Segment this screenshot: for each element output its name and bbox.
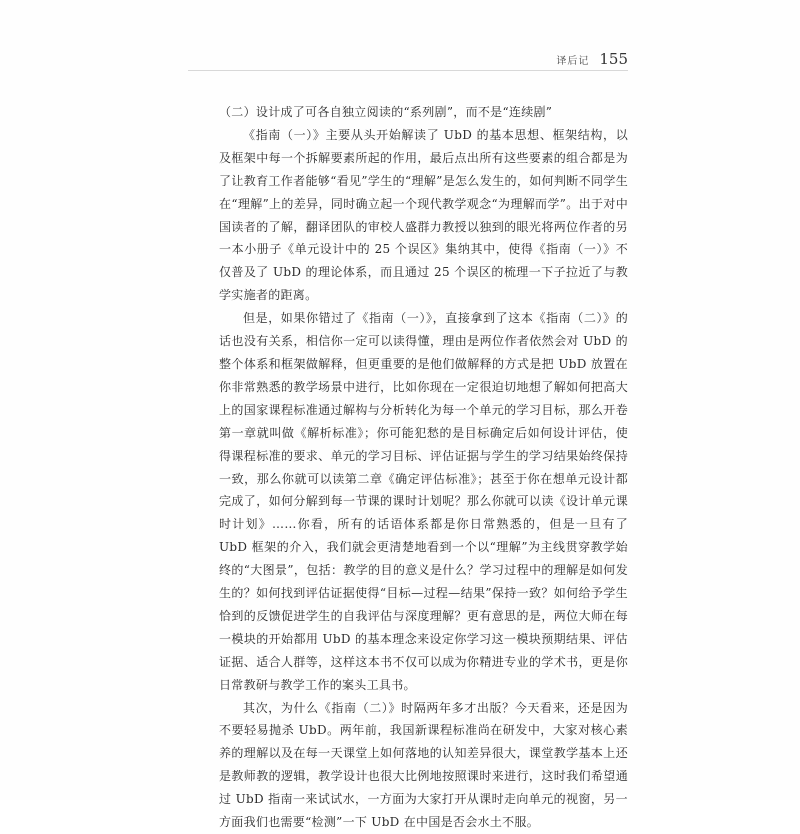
header-rule	[188, 70, 628, 71]
section-heading: （二）设计成了可各自独立阅读的“系列剧”，而不是“连续剧”	[219, 105, 553, 119]
running-title: 译后记	[556, 56, 590, 67]
paragraph: 其次，为什么《指南（二）》时隔两年多才出版？今天看来，还是因为不要轻易抛杀 UbD。两年前，我国新课程标准尚在研发中，大家对核心素养的理解以及在每一天课堂上如何落地的认知差异很大，课堂教学基本上还是教师教的逻辑，教学设计也很大比例地按照课时来进行，这时我们希望通过 UbD 指南一来试试水，一方面为大家打开从课时走向单元的视窗，另一方面我们也需要“检测”一下 UbD 在中国是否会水土不服。	[219, 700, 628, 830]
paragraph: 但是，如果你错过了《指南（一）》，直接拿到了这本《指南（二）》的话也没有关系，相信你一定可以读得懂，理由是两位作者依然会对 UbD 的整个体系和框架做解释，但更重要的是他们做解释的方式是把 UbD 放置在你非常熟悉的教学场景中进行，比如你现在一定很迫切地想了解如何把高大上的国家课程标准通过解构与分析转化为每一个单元的学习目标，那么开卷第一章就叫做《解析标准》；你可能犯愁的是目标确定后如何设计评估，使得课程标准的要求、单元的学习目标、评估证据与学生的学习结果始终保持一致，那么你就可以读第二章《确定评估标准》；甚至于你在想单元设计都完成了，如何分解到每一节课的课时计划呢？那么你就可以读《设计单元课时计划》……你看，所有的话语体系都是你日常熟悉的，但是一旦有了 UbD 框架的介入，我们就会更清楚地看到一个以“理解”为主线贯穿教学始终的“大图景”，包括：教学的目的意义是什么？学习过程中的理解是如何发生的？如何找到评估证据使得“目标—过程—结果”保持一致？如何给予学生恰到的反馈促进学生的自我评估与深度理解？更有意思的是，两位大师在每一模块的开始都用 UbD 的基本理念来设定你学习这一模块预期结果、评估证据、适合人群等，这样这本书不仅可以成为你精进专业的学术书，更是你日常教研与教学工作的案头工具书。	[219, 311, 628, 692]
paragraph: 《指南（一）》主要从头开始解读了 UbD 的基本思想、框架结构，以及框架中每一个拆解要素所起的作用，最后点出所有这些要素的组合都是为了让教育工作者能够“看见”学生的“理解”是怎么发生的，如何判断不同学生在“理解”上的差异，同时确立起一个现代教学观念“为理解而学”。出于对中国读者的了解，翻译团队的审校人盛群力教授以独到的眼光将两位作者的另一本小册子《单元设计中的 25 个误区》集纳其中，使得《指南（一）》不仅普及了 UbD 的理论体系，而且通过 25 个误区的梳理一下子拉近了与教学实施者的距离。	[219, 127, 628, 303]
page-number: 155	[599, 50, 628, 68]
body-text	[219, 101, 628, 834]
page-header	[556, 50, 628, 68]
